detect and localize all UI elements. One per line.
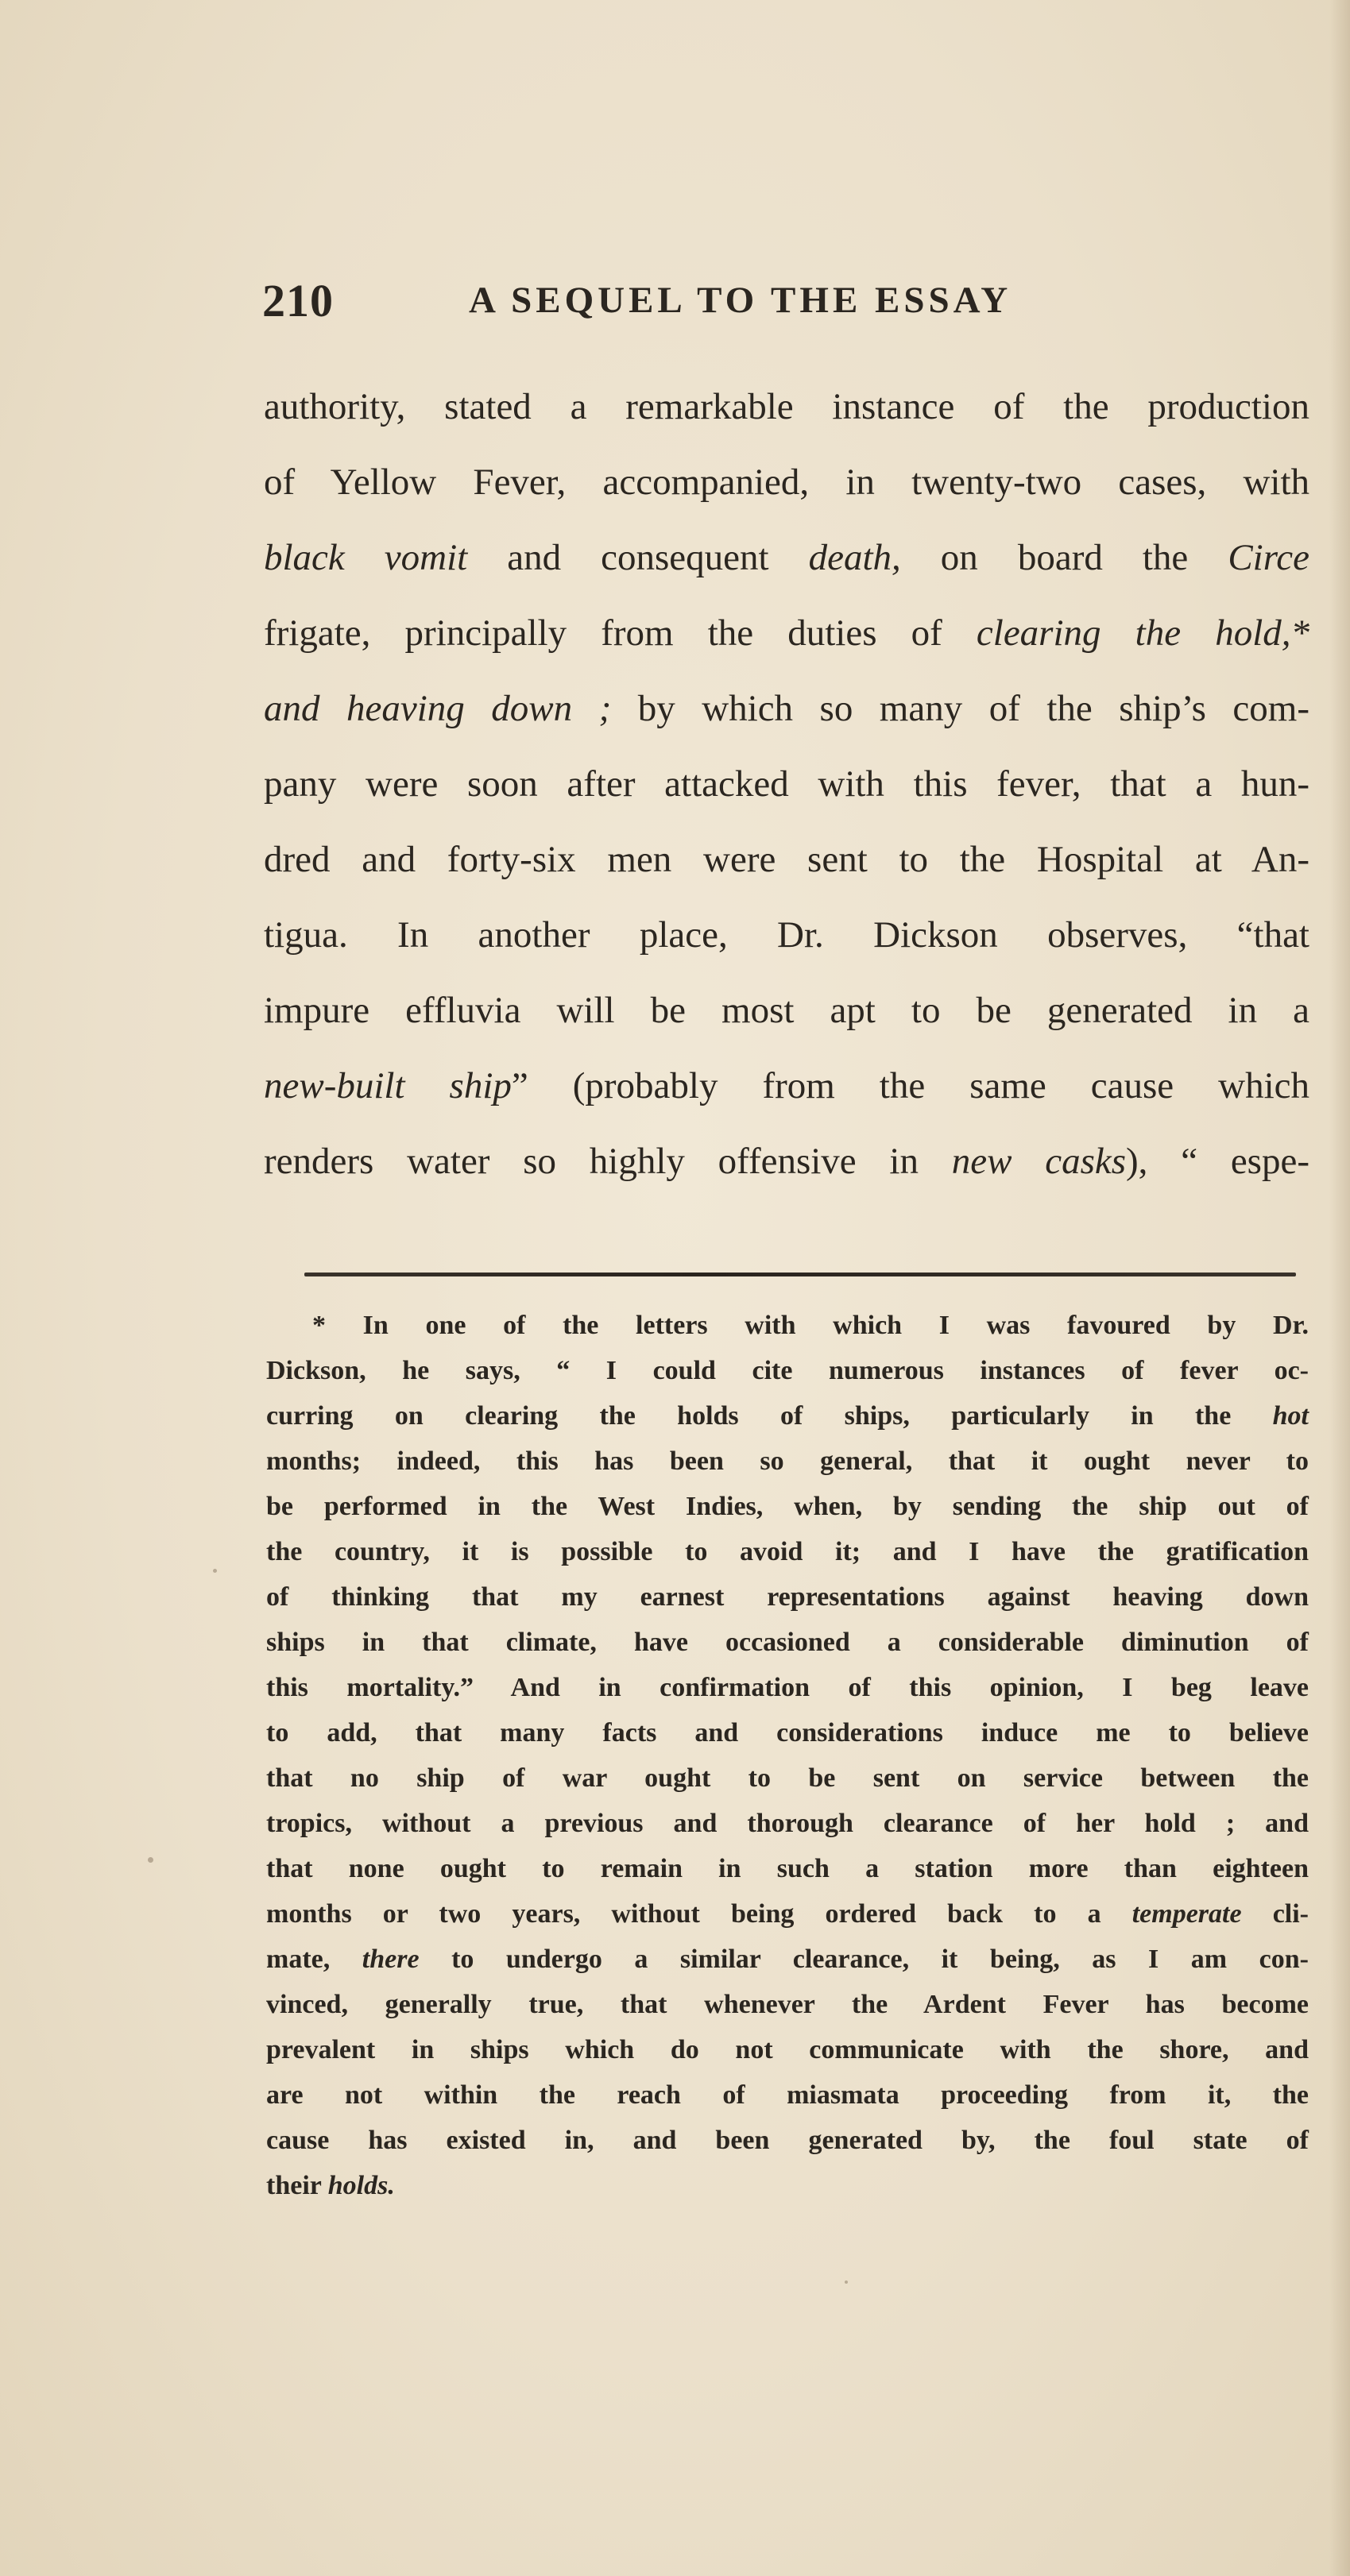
footnote-text: vinced, generally true, that whenever the Ardent Fever has become [266, 1990, 1309, 2019]
footnote-line [266, 1348, 1309, 1393]
paper-spot [845, 2281, 848, 2284]
body-line [264, 369, 1309, 445]
body-italic-text: new-built ship [264, 1065, 512, 1106]
footnote-text: to undergo a similar clearance, it being, as I am con- [419, 1945, 1309, 1974]
footnote-line [266, 2027, 1309, 2072]
footnote-line [266, 1937, 1309, 1982]
footnote-italic-text: temperate [1131, 1899, 1242, 1929]
footnote-line [266, 1393, 1309, 1439]
body-line [264, 1124, 1309, 1199]
body-line [264, 445, 1309, 520]
footnote-line [266, 1439, 1309, 1484]
body-line [264, 822, 1309, 898]
footnote-text: their [266, 2171, 328, 2200]
footnote-text: prevalent in ships which do not communicate with the shore, and [266, 2035, 1309, 2064]
footnote-italic-text: holds. [327, 2171, 395, 2200]
footnote-text: that none ought to remain in such a station more than eighteen [266, 1854, 1309, 1883]
footnote-line [266, 1755, 1309, 1801]
footnote [266, 1303, 1309, 2208]
body-text: pany were soon after attacked with this fever, that a hun- [264, 763, 1309, 805]
body-italic-text: death, [808, 537, 901, 578]
body-line [264, 671, 1309, 747]
footnote-line [266, 2163, 1309, 2208]
footnote-line [266, 1303, 1309, 1348]
footnote-text: to add, that many facts and considerations induce me to believe [266, 1718, 1309, 1748]
body-italic-text: and heaving down ; [264, 688, 612, 729]
footnote-line [266, 1620, 1309, 1665]
body-line [264, 520, 1309, 596]
body-text: dred and forty-six men were sent to the Hospital at An- [264, 839, 1309, 880]
footnote-line [266, 1982, 1309, 2027]
body-line [264, 596, 1309, 671]
page-number: 210 [262, 275, 334, 326]
footnote-text: Dickson, he says, “ I could cite numerous instances of fever oc- [266, 1356, 1309, 1385]
footnote-line [266, 1891, 1309, 1937]
footnote-text: that no ship of war ought to be sent on service between the [266, 1763, 1309, 1793]
main-text [264, 369, 1309, 1199]
footnote-line [266, 1574, 1309, 1620]
footnote-text: cli- [1241, 1899, 1309, 1929]
footnote-text: months or two years, without being ordered back to a [266, 1899, 1132, 1929]
footnote-text: this mortality.” And in confirmation of this opinion, I beg leave [266, 1673, 1309, 1702]
body-italic-text: black vomit [264, 537, 468, 578]
footnote-text: of thinking that my earnest representations against heaving down [266, 1582, 1309, 1612]
footnote-text: be performed in the West Indies, when, by sending the ship out of [266, 1492, 1309, 1521]
footnote-text: are not within the reach of miasmata proceeding from it, the [266, 2080, 1309, 2110]
body-text: by which so many of the ship’s com- [611, 688, 1309, 729]
footnote-italic-text: there [362, 1945, 420, 1974]
footnote-text: tropics, without a previous and thorough clearance of her hold ; and [266, 1809, 1309, 1838]
body-text: frigate, principally from the duties of [264, 612, 977, 654]
footnote-text: curring on clearing the holds of ships, particularly in the [266, 1401, 1273, 1431]
body-line [264, 747, 1309, 822]
body-text: ), “ espe- [1126, 1141, 1309, 1182]
body-text: renders water so highly offensive in [264, 1141, 952, 1182]
footnote-text: mate, [266, 1945, 362, 1974]
body-italic-text: clearing the hold,* [976, 612, 1309, 654]
running-head: A SEQUEL TO THE ESSAY [469, 280, 1012, 321]
paper-spot [213, 1569, 217, 1573]
footnote-text: ships in that climate, have occasioned a considerable diminution of [266, 1628, 1309, 1657]
footnote-line [266, 1801, 1309, 1846]
footnote-text: the country, it is possible to avoid it; and I have the gratification [266, 1537, 1309, 1566]
footnote-line [266, 1665, 1309, 1710]
body-text: ” (probably from the same cause which [511, 1065, 1309, 1106]
body-italic-text: Circe [1228, 537, 1310, 578]
body-text: of Yellow Fever, accompanied, in twenty-two cases, with [264, 462, 1309, 503]
page-header [262, 274, 1311, 338]
body-text: and consequent [467, 537, 809, 578]
body-text: impure effluvia will be most apt to be generated in a [264, 990, 1309, 1031]
footnote-text: months; indeed, this has been so general, that it ought never to [266, 1446, 1309, 1476]
body-line [264, 1049, 1309, 1124]
footnote-text: cause has existed in, and been generated by, the foul state of [266, 2126, 1309, 2155]
page-edge-shadow [1329, 0, 1350, 2576]
body-italic-text: new casks [951, 1141, 1127, 1182]
body-text: authority, stated a remarkable instance of the production [264, 386, 1309, 427]
footnote-line [266, 1529, 1309, 1574]
footnote-line [266, 1484, 1309, 1529]
footnote-rule [304, 1273, 1296, 1276]
footnote-line [266, 1710, 1309, 1755]
footnote-line [266, 2118, 1309, 2163]
body-line [264, 973, 1309, 1049]
body-text: on board the [900, 537, 1228, 578]
body-text: tigua. In another place, Dr. Dickson observes, “that [264, 914, 1309, 956]
body-line [264, 898, 1309, 973]
paper-spot [148, 1857, 153, 1863]
footnote-line [266, 1846, 1309, 1891]
footnote-italic-text: hot [1272, 1401, 1309, 1431]
footnote-line [266, 2072, 1309, 2118]
footnote-text: * In one of the letters with which I was favoured by Dr. [312, 1311, 1309, 1340]
